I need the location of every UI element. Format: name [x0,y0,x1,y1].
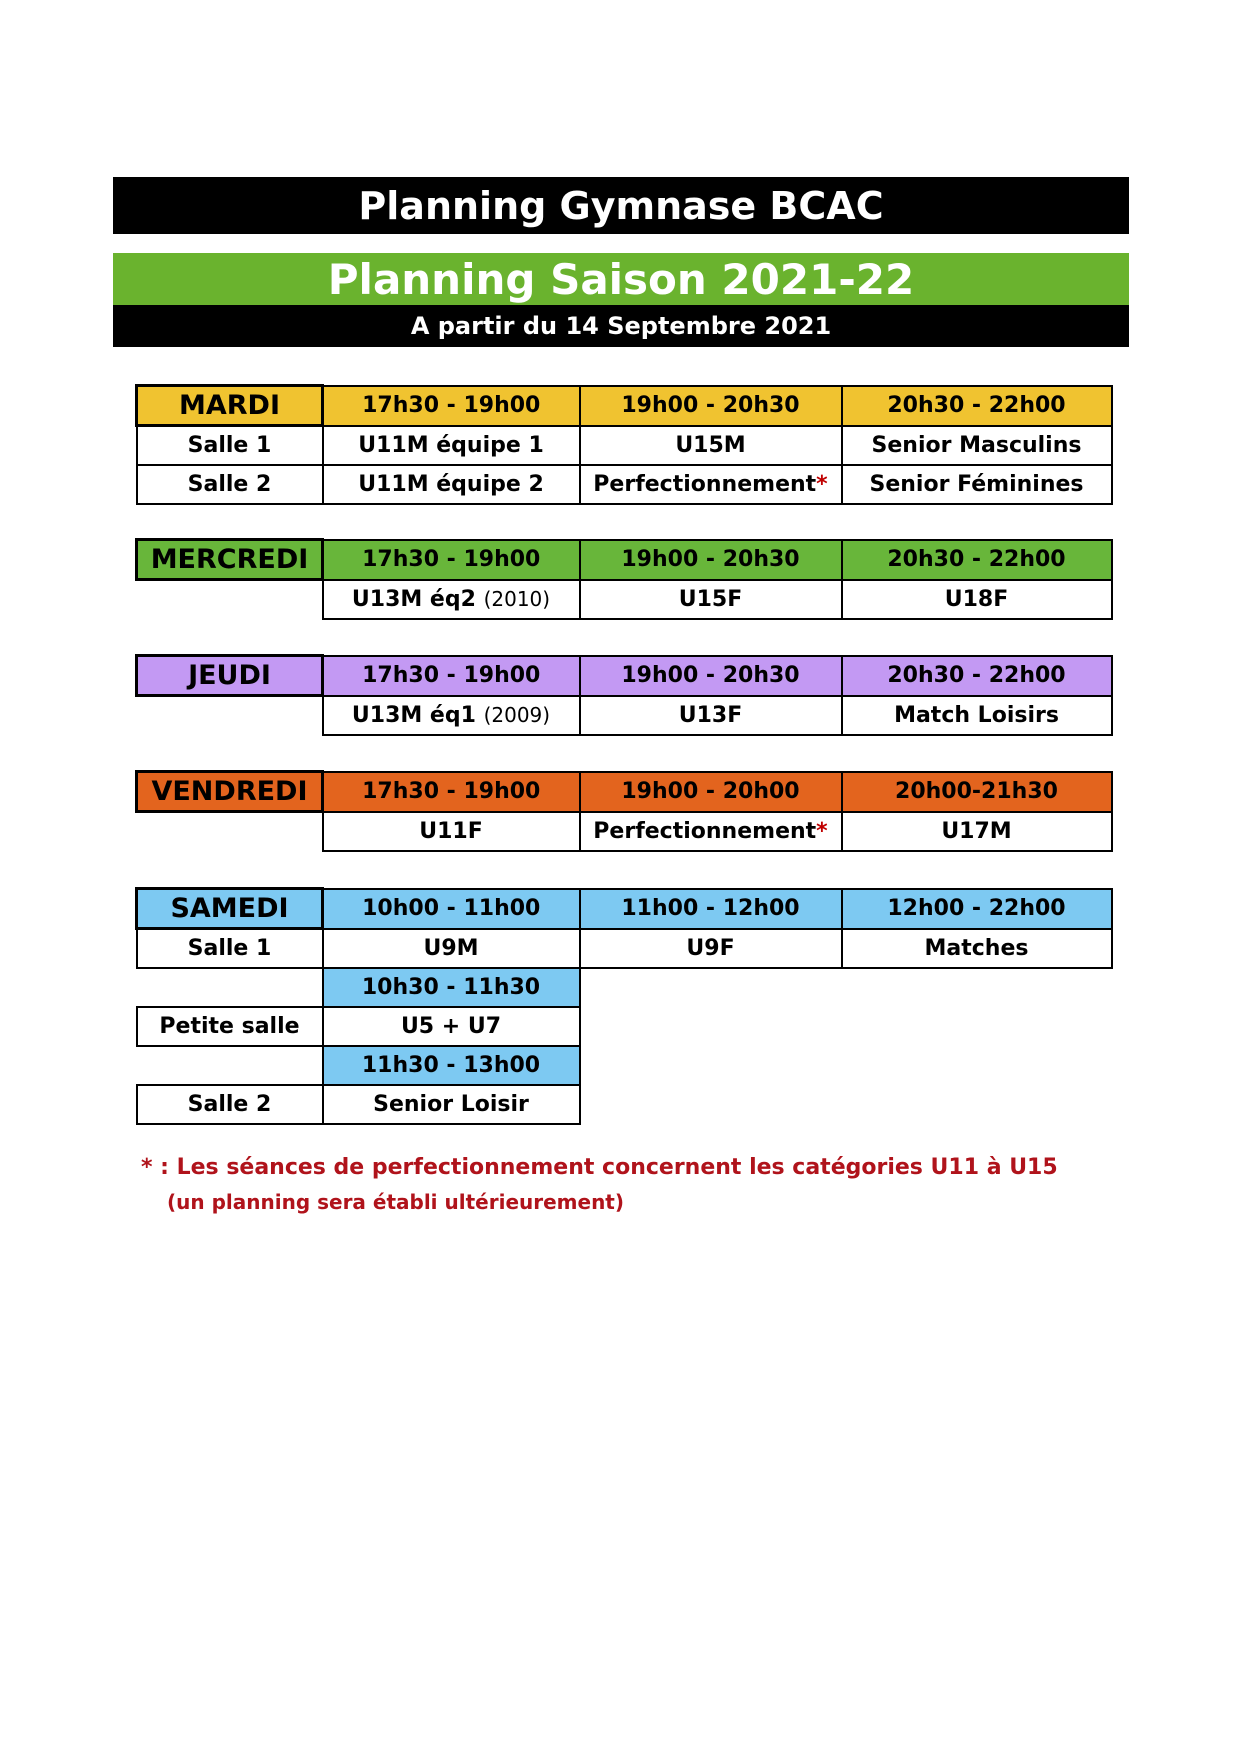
schedule-cell: U9F [580,929,842,969]
time-slot: 19h00 - 20h30 [580,656,842,696]
cell-text: U13M éq1 [351,702,476,728]
schedule-cell: U13F [580,696,842,735]
empty-cell [580,1085,842,1124]
time-slot: 10h30 - 11h30 [323,968,580,1007]
schedule-cell: U18F [842,580,1112,619]
time-slot: 20h30 - 22h00 [842,540,1112,580]
footnote-line-2: (un planning sera établi ultérieurement) [167,1190,625,1214]
empty-cell [137,696,323,735]
birth-year: (2009) [483,702,551,727]
empty-cell [580,1046,842,1085]
mercredi-table [135,538,1113,620]
schedule-cell: Senior Masculins [842,426,1112,466]
mardi-table [135,384,1113,505]
schedule-cell [580,465,842,504]
asterisk-marker: * [816,818,828,844]
vendredi-table [135,770,1113,852]
empty-cell [842,1046,1112,1085]
day-label-jeudi: JEUDI [137,656,323,696]
season-title: Planning Saison 2021-22 [113,253,1129,305]
schedule-cell: U5 + U7 [323,1007,580,1046]
start-date: A partir du 14 Septembre 2021 [113,305,1129,347]
schedule-cell [323,696,580,735]
schedule-cell: U11M équipe 2 [323,465,580,504]
time-slot: 17h30 - 19h00 [323,772,580,812]
samedi-table [135,887,1113,1125]
time-slot: 11h30 - 13h00 [323,1046,580,1085]
schedule-cell: Senior Loisir [323,1085,580,1124]
room-label: Salle 1 [137,929,323,969]
time-slot: 20h30 - 22h00 [842,656,1112,696]
empty-cell [137,812,323,851]
jeudi-table [135,654,1113,736]
schedule-cell [323,580,580,619]
schedule-cell: U11M équipe 1 [323,426,580,466]
empty-cell [580,1007,842,1046]
day-label-mardi: MARDI [137,386,323,426]
time-slot: 11h00 - 12h00 [580,889,842,929]
time-slot: 19h00 - 20h00 [580,772,842,812]
day-label-vendredi: VENDREDI [137,772,323,812]
empty-cell [580,968,842,1007]
schedule-cell [580,812,842,851]
schedule-cell: Match Loisirs [842,696,1112,735]
empty-cell [842,968,1112,1007]
room-label: Petite salle [137,1007,323,1046]
schedule-cell: Matches [842,929,1112,969]
time-slot: 19h00 - 20h30 [580,540,842,580]
time-slot: 19h00 - 20h30 [580,386,842,426]
empty-cell [842,1085,1112,1124]
time-slot: 17h30 - 19h00 [323,656,580,696]
cell-text: U13M éq2 [351,586,476,612]
time-slot: 12h00 - 22h00 [842,889,1112,929]
room-label: Salle 2 [137,465,323,504]
time-slot: 10h00 - 11h00 [323,889,580,929]
cell-text: Perfectionnement [593,472,817,497]
time-slot: 17h30 - 19h00 [323,540,580,580]
time-slot: 17h30 - 19h00 [323,386,580,426]
schedule-cell: Senior Féminines [842,465,1112,504]
schedule-cell: U15M [580,426,842,466]
cell-text: Perfectionnement [593,818,817,844]
day-label-samedi: SAMEDI [137,889,323,929]
footnote-line-1: * : Les séances de perfectionnement concernent les catégories U11 à U15 [141,1155,1058,1180]
empty-cell [137,580,323,619]
empty-cell [137,1046,323,1085]
schedule-cell: U9M [323,929,580,969]
empty-cell [842,1007,1112,1046]
room-label: Salle 2 [137,1085,323,1124]
schedule-cell: U11F [323,812,580,851]
page-title: Planning Gymnase BCAC [113,177,1129,234]
time-slot: 20h30 - 22h00 [842,386,1112,426]
schedule-cell: U15F [580,580,842,619]
schedule-cell: U17M [842,812,1112,851]
room-label: Salle 1 [137,426,323,466]
empty-cell [137,968,323,1007]
day-label-mercredi: MERCREDI [137,540,323,580]
time-slot: 20h00-21h30 [842,772,1112,812]
birth-year: (2010) [483,586,551,611]
asterisk-marker: * [816,472,828,497]
